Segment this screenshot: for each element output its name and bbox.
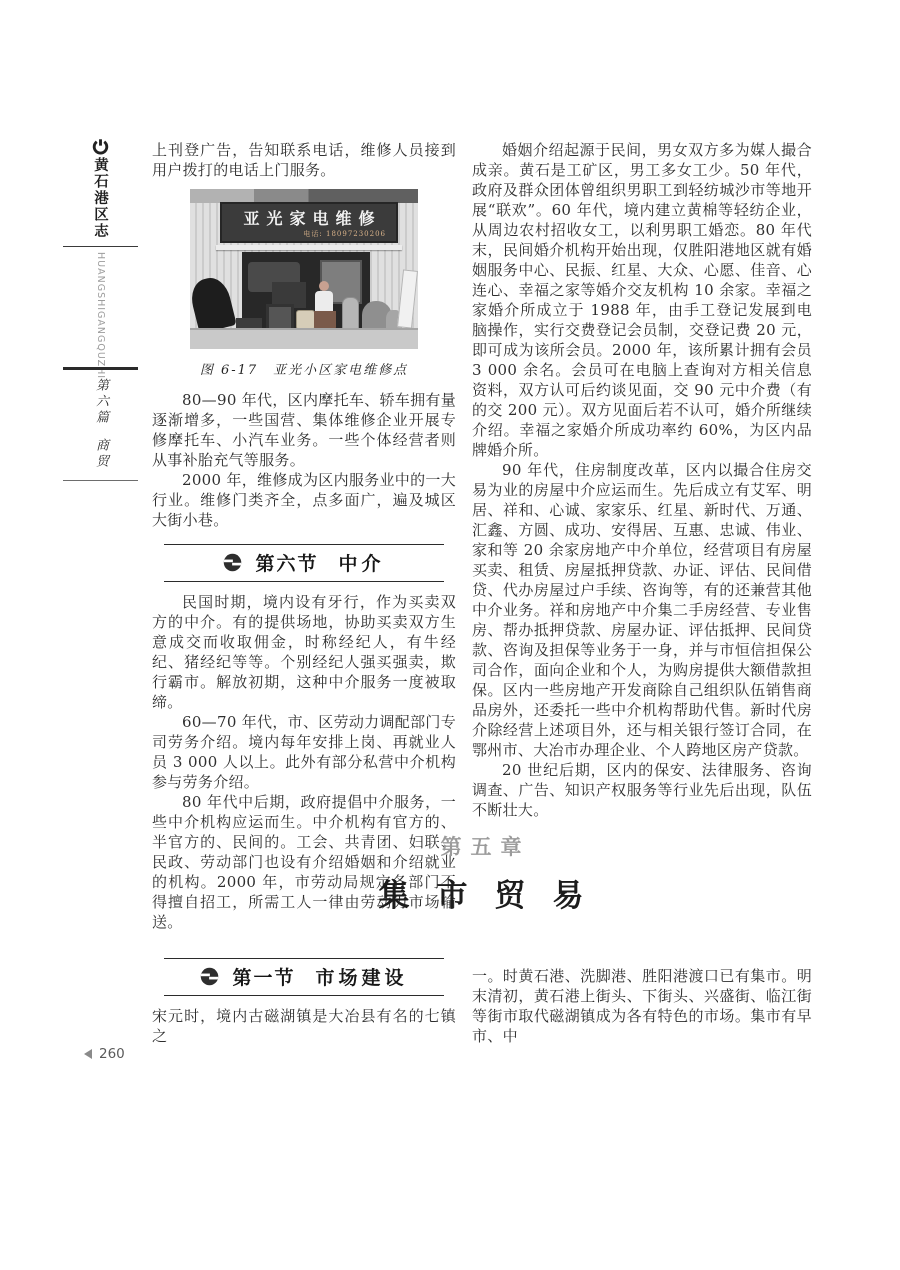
photo-window-band: [190, 189, 418, 203]
repairman-head: [319, 281, 329, 291]
part-label-vertical: 第六篇: [93, 377, 108, 426]
figure-6-17: [152, 189, 456, 378]
page-number-triangle-icon: [84, 1049, 92, 1059]
left-text-column: [152, 140, 456, 932]
shop-signboard: [220, 202, 398, 243]
paragraph: 民国时期，境内设有牙行，作为买卖双方的中介。有的提供场地，协助买卖双方生意成交而收取佣金，时称经纪人，有牛经纪、猪经纪等等。个别经纪人强买强卖，欺行霸市。解放初期，这种中介服务一度被取缔。: [152, 593, 456, 711]
page-number-value: 260: [99, 1046, 125, 1062]
paragraph: 20 世纪后期，区内的保安、法律服务、咨询调查、广告、知识产权服务等行业先后出现，队伍不断壮大。: [472, 761, 812, 819]
section-marker-icon: [223, 553, 242, 572]
bottom-right-column: [472, 966, 812, 1046]
paragraph: 2000 年，维修成为区内服务业中的一大行业。维修门类齐全，点多面广，遍及城区大街小巷。: [152, 471, 456, 529]
white-panel: [397, 269, 418, 328]
section-number: 第一节: [232, 967, 296, 989]
chapter-title: 集市贸易: [378, 878, 611, 914]
part-title-vertical: 商贸: [93, 437, 108, 470]
sidewalk: [190, 328, 418, 349]
section-title: 市场建设: [315, 967, 408, 989]
section-1-header: [164, 958, 444, 996]
chapter-heading: [150, 831, 812, 915]
paragraph: 80—90 年代，区内摩托车、轿车拥有量逐渐增多，一些国营、集体维修企业开展专修摩托车、小汽车业务。一些个体经营者则从事补胎充气等服务。: [152, 391, 456, 469]
page-margin-sidebar: [63, 138, 138, 481]
repairman-torso: [315, 291, 333, 311]
gas-cylinder: [342, 297, 359, 332]
paragraph: 60—70 年代，市、区劳动力调配部门专司劳务介绍。境内每年安排上岗、再就业人员 3 000 人以上。此外有部分私营中介机构参与劳务介绍。: [152, 713, 456, 791]
section-title: 中介: [338, 553, 385, 575]
publisher-logo-power-icon: [92, 138, 109, 155]
page-number: [84, 1046, 125, 1062]
sidebar-divider: [63, 480, 138, 481]
section-marker-icon: [200, 967, 219, 986]
sidebar-divider-thick: [63, 367, 138, 370]
book-title-vertical: 黄石港区志: [92, 157, 108, 240]
paragraph: 婚姻介绍起源于民间，男女双方多为媒人撮合成亲。黄石是工矿区，男工多女工少。50 年代，政府及群众团体曾组织男职工到轻纺城沙市等地开展“联欢”。60 年代，境内建立黄棉等轻纺企业，从周边农村招收女工，以利男职工婚恋。80 年代末，民间婚介机构开始出现，仅胜阳港地区就有婚姻服务中心、民振、红星、大众、心愿、佳音、心连心、幸福之家等婚介交友机构 10 余家。幸福之家婚介所成立于 1988 年，由手工登记发展到电脑操作，实行交费登记会员制，交登记费 20 元，即可成为该所会员。2000 年，该所累计拥有会员 3 000 余名。会员可在电脑上查询对方相关信息资料，双方认可后约谈见面，交 90 元中介费（有的交 200 元）。双方见面后若不认可，婚介所继续介绍。幸福之家婚介所成功率约 60%，为区内品牌婚介所。: [472, 141, 812, 459]
shop-sign-text: 亚光家电维修: [243, 209, 382, 228]
right-text-column: [472, 140, 812, 820]
shop-sign-phone: 电话: 18097230206: [303, 230, 386, 238]
bottom-left-column: [152, 958, 456, 1046]
section-number: 第六节: [255, 553, 319, 575]
paragraph-continuation: 一。时黄石港、洗脚港、胜阳港渡口已有集市。明末清初，黄石港上街头、下街头、兴盛街、临江街等街市取代磁湖镇成为各有特色的市场。集市有早市、中: [472, 967, 812, 1045]
paragraph-continuation: 上刊登广告，告知联系电话，维修人员接到用户拨打的电话上门服务。: [152, 141, 456, 179]
chapter-number: 第五章: [440, 835, 531, 859]
section-6-header: [164, 544, 444, 582]
figure-caption: 图 6-17 亚光小区家电维修点: [199, 363, 409, 378]
paragraph: 80 年代中后期，政府提倡中介服务，一些中介机构应运而生。中介机构有官方的、半官方的、民间的。工会、共青团、妇联、民政、劳动部门也设有介绍婚姻和介绍就业的机构。2000 年，市劳动局规定各部门不得擅自招工，所需工人一律由劳动力市场输送。: [152, 793, 456, 931]
sidebar-divider: [63, 246, 138, 247]
sign-ledge: [216, 245, 402, 250]
book-title-pinyin-vertical: HUANGSHIGANGQUZHI: [95, 251, 106, 379]
paragraph: 宋元时，境内古磁湖镇是大冶县有名的七镇之: [152, 1007, 456, 1045]
office-chair: [190, 274, 237, 334]
paragraph: 90 年代，住房制度改革，区内以撮合住房交易为业的房屋中介应运而生。先后成立有艾军、明居、祥和、心诚、家家乐、红星、新时代、万通、汇鑫、方圆、成功、安得居、互惠、忠诚、伟业、家和等 20 余家房地产中介单位，经营项目有房屋买卖、租赁、房屋抵押贷款、办证、评估、民间借贷、代办房屋过户手续、咨询等，有的还兼营其他中介业务。祥和房地产中介集二手房经营、专业售房、帮办抵押贷款、房屋办证、评估抵押、民间贷款、咨询及担保等业务于一身，并与市恒信担保公司合作，面向企业和个人，为购房提供大额借款担保。区内一些房地产开发商除自己组织队伍销售商品房外，还委托一些中介机构帮助代售。新时代房介除经营上述项目外，还与相关银行签订合同，在鄂州市、大冶市办理企业、个人跨地区房产贷款。: [472, 461, 812, 759]
storefront-photo: [190, 189, 418, 349]
